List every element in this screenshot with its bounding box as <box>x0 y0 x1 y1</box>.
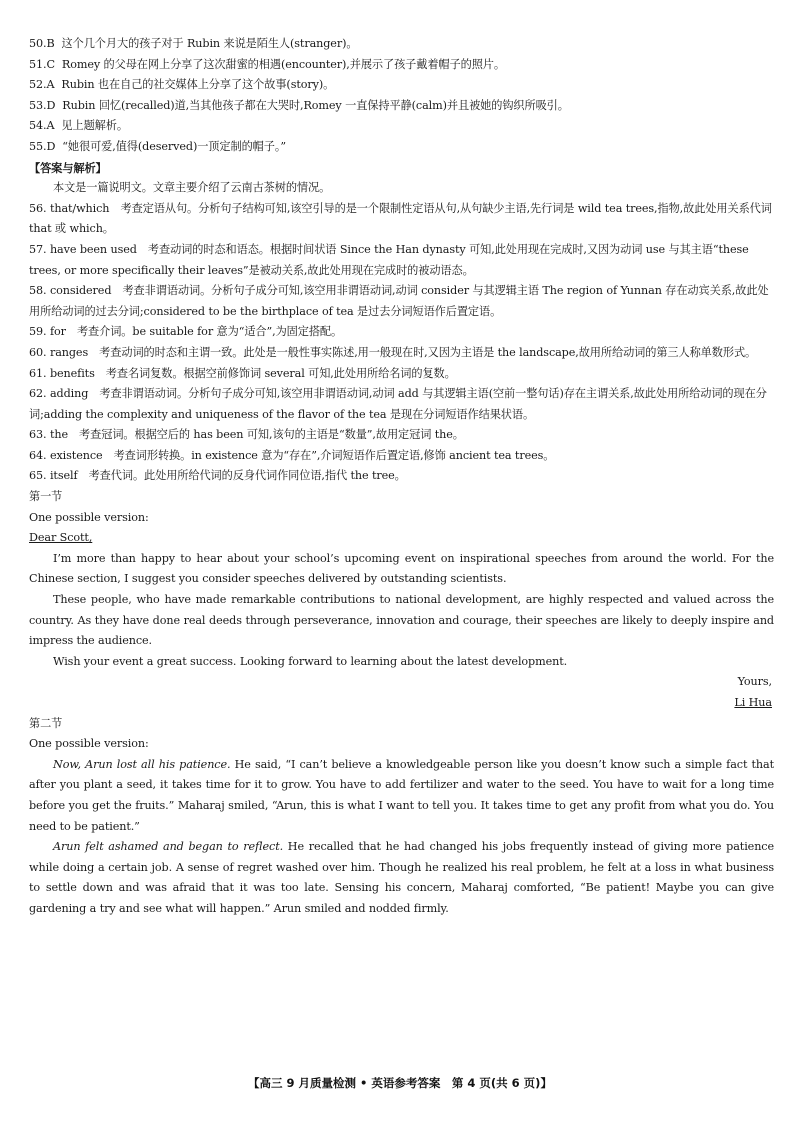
answer-item: 57. have been used 考查动词的时态和语态。根据时间状语 Since the Han dynasty 可知,此处用现在完成时,又因为动词 use 与其主语“these trees, or more specifically their leaves”是被动关系,故此处用现在完成时的被动语态。 <box>29 242 749 277</box>
answer-item <box>29 34 774 55</box>
letter-salutation: Dear Scott, <box>29 531 93 545</box>
answer-item: 56. that/which 考查定语从句。分析句子结构可知,该空引导的是一个限制性定语从句,从句缺少主语,先行词是 wild tea trees,指物,故此处用关系代词 that 或 which。 <box>29 201 772 236</box>
answer-item: 58. considered 考查非谓语动词。分析句子成分可知,该空用非谓语动词,动词 consider 与其逻辑主语 The region of Yunnan 存在动宾关系,故此处用所给动词的过去分词;considered to be the birthplace of tea 是过去分词短语作后置定语。 <box>29 284 769 318</box>
paragraph-lead-sentence: Arun felt ashamed and began to reflect. <box>53 840 284 854</box>
answer-number: 55.D <box>29 139 56 153</box>
answer-item <box>29 96 774 117</box>
answer-item <box>29 137 774 158</box>
letter-paragraph: Wish your event a great success. Looking forward to learning about the latest development. <box>53 654 568 668</box>
letter-signature: Li Hua <box>734 696 772 709</box>
section-1-writing <box>29 487 774 714</box>
answer-item <box>29 116 774 137</box>
answer-item: 60. ranges 考查动词的时态和主谓一致。此处是一般性事实陈述,用一般现在时,又因为主语是 the landscape,故用所给动词的第三人称单数形式。 <box>29 345 757 359</box>
answer-number: 51.C <box>29 57 55 71</box>
answer-explanation: Rubin 回忆(recalled)道,当其他孩子都在大哭时,Romey 一直保持平静(calm)并且被她的钩织所吸引。 <box>62 98 569 112</box>
letter-paragraph: These people, who have made remarkable contributions to national development, are highly respected and valued across the country. As they have done real deeds through perseverance, innovation and courage, their speeches are likely to deeply inspire and impress the audience. <box>29 593 774 648</box>
page-footer: 【高三 9 月质量检测 • 英语参考答案 第 4 页(共 6 页)】 <box>248 1076 552 1090</box>
answer-item: 59. for 考查介词。be suitable for 意为“适合”,为固定搭配。 <box>29 325 343 339</box>
answer-item <box>29 55 774 76</box>
letter-paragraph: I’m more than happy to hear about your school’s upcoming event on inspirational speeches from around the world. For the Chinese section, I suggest you consider speeches delivered by outstanding scientists. <box>29 551 774 586</box>
paragraph-body: He said, “I can’t believe a knowledgeable person like you doesn’t know such a simple fact that after you plant a seed, it takes time for it to grow. You have to add fertilizer and water to the seed. You have to wait for a long time before you get the fruits.” Maharaj smiled, “Arun, this is what I want to tell you. It takes time to get any profit from what you do. You need to be patient.” <box>29 757 774 833</box>
page-content <box>29 34 774 920</box>
answer-item: 61. benefits 考查名词复数。根据空前修饰词 several 可知,此处用所给名词的复数。 <box>29 366 456 380</box>
answer-explanation: 这个几个月大的孩子对于 Rubin 来说是陌生人(stranger)。 <box>61 37 358 50</box>
version-label: One possible version: <box>29 737 149 751</box>
answer-item: 64. existence 考查词形转换。in existence 意为“存在”,介词短语作后置定语,修饰 ancient tea trees。 <box>29 448 555 462</box>
section-title: 第二节 <box>29 716 63 730</box>
version-label: One possible version: <box>29 510 149 524</box>
analysis-heading: 【答案与解析】 <box>29 160 107 175</box>
answer-number: 52.A <box>29 78 55 92</box>
answer-explanation: Romey 的父母在网上分享了这次甜蜜的相遇(encounter),并展示了孩子戴着帽子的照片。 <box>61 57 505 71</box>
paragraph-body: He recalled that he had changed his jobs frequently instead of giving more patience while doing a certain job. A sense of regret washed over him. Though he realized his real problem, he felt at a loss in what business to settle down and was afraid that it was too late. Sensing his concern, Maharaj comforted, “Be patient! Maybe you can give gardening a try and see what will happen.” Arun smiled and nodded firmly. <box>29 840 774 915</box>
answer-number: 53.D <box>29 98 56 112</box>
answers-56-65 <box>29 199 774 487</box>
answer-item: 63. the 考查冠词。根据空后的 has been 可知,该句的主语是“数量”,故用定冠词 the。 <box>29 428 464 442</box>
section-2-writing <box>29 714 774 920</box>
answer-number: 50.B <box>29 37 55 50</box>
answer-explanation: Rubin 也在自己的社交媒体上分享了这个故事(story)。 <box>61 78 335 92</box>
story-paragraph <box>29 755 774 837</box>
answer-explanation: 见上题解析。 <box>61 119 128 133</box>
answers-50-55 <box>29 34 774 158</box>
analysis-intro: 本文是一篇说明文。文章主要介绍了云南古茶树的情况。 <box>53 181 331 195</box>
answer-item <box>29 75 774 96</box>
answer-explanation: “她很可爱,值得(deserved)一顶定制的帽子。” <box>62 139 286 153</box>
section-title: 第一节 <box>29 490 63 504</box>
letter-closing: Yours, <box>737 675 772 689</box>
answer-item: 62. adding 考查非谓语动词。分析句子成分可知,该空用非谓语动词,动词 add 与其逻辑主语(空前一整句话)存在主谓关系,故此处用所给动词的现在分词;adding the complexity and uniqueness of the flavor of the tea 是现在分词短语作结果状语。 <box>29 387 767 421</box>
answer-item: 65. itself 考查代词。此处用所给代词的反身代词作同位语,指代 the tree。 <box>29 469 406 483</box>
paragraph-lead-sentence: Now, Arun lost all his patience. <box>53 757 231 771</box>
answer-number: 54.A <box>29 119 55 133</box>
story-paragraph <box>29 837 774 919</box>
